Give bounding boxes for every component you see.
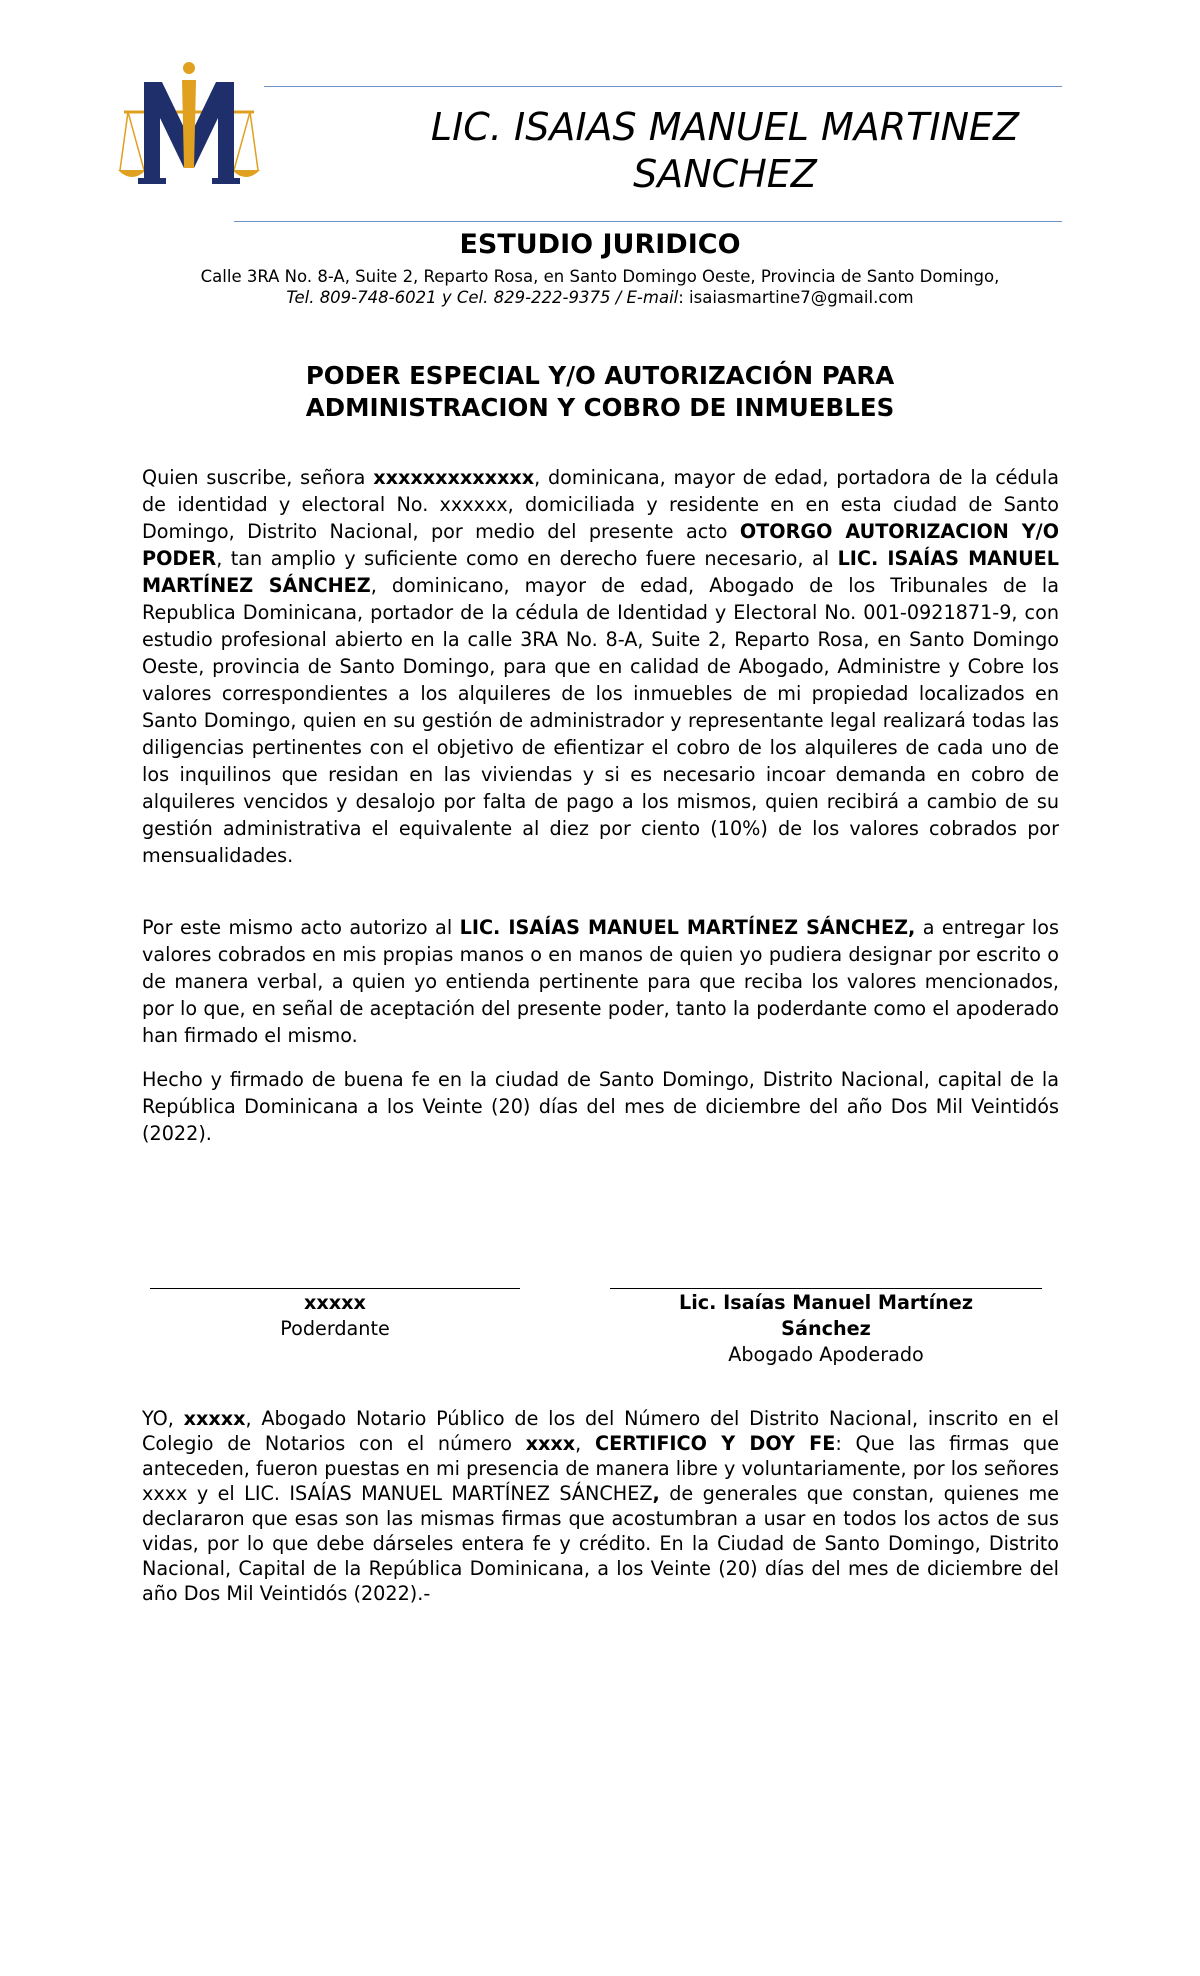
lawyer-name-line1: LIC. ISAIAS MANUEL MARTINEZ [430, 105, 1020, 149]
document-title [140, 360, 1060, 424]
lawyer-name-heading [330, 104, 1120, 198]
document-title-line2: ADMINISTRACION Y COBRO DE INMUEBLES [305, 393, 895, 422]
paragraph-power-grant: Quien suscribe, señora xxxxxxxxxxxxx, dominicana, mayor de edad, portadora de la cédula de identidad y electoral No. xxxxxx, domiciliada y residente en en esta ciudad de Santo Domingo, Distrito Nacional, por medio del presente acto OTORGO AUTORIZACION Y/O PODER, tan amplio y suficiente como en derecho fuere necesario, al LIC. ISAÍAS MANUEL MARTÍNEZ SÁNCHEZ, dominicano, mayor de edad, Abogado de los Tribunales de la Republica Dominicana, portador de la cédula de Identidad y Electoral No. 001-0921871-9, con estudio profesional abierto en la calle 3RA No. 8-A, Suite 2, Reparto Rosa, en Santo Domingo Oeste, provincia de Santo Domingo, para que en calidad de Abogado, Administre y Cobre los valores correspondientes a los alquileres de los inmuebles de mi propiedad localizados en Santo Domingo, quien en su gestión de administrador y representante legal realizará todas las diligencias pertinentes con el objetivo de efientizar el cobro de los alquileres de cada uno de los inquilinos que residan en las viviendas y si es necesario incoar demanda en cobro de alquileres vencidos y desalojo por falta de pago a los mismos, quien recibirá a cambio de su gestión administrativa el equivalente al diez por ciento (10%) de los valores cobrados por mensualidades. [142, 466, 1059, 867]
signature-right-name-line1: Lic. Isaías Manuel Martínez [678, 1291, 973, 1314]
paragraph-notary-certification: YO, xxxxx, Abogado Notario Público de los del Número del Distrito Nacional, inscrito en el Colegio de Notarios con el número xxxx, CERTIFICO Y DOY FE: Que las firmas que anteceden, fueron puestas en mi presencia de manera libre y voluntariamente, por los señores xxxx y el LIC. ISAÍAS MANUEL MARTÍNEZ SÁNCHEZ, de generales que constan, quienes me declararon que esas son las mismas firmas que acostumbran a usar en todos los actos de sus vidas, por lo que debe dárseles entera fe y crédito. En la Ciudad de Santo Domingo, Distrito Nacional, Capital de la República Dominicana, a los Veinte (20) días del mes de diciembre del año Dos Mil Veintidós (2022).- [142, 1407, 1060, 1605]
lawyer-name-line2: SANCHEZ [633, 152, 817, 196]
signature-left [150, 1290, 520, 1342]
signature-line-right [610, 1288, 1042, 1289]
signature-right [610, 1290, 1042, 1368]
signature-left-role: Poderdante [280, 1317, 390, 1340]
firm-phone: Tel. 809-748-6021 y Cel. 829-222-9375 / E-mail [286, 288, 679, 307]
firm-contact [100, 288, 1100, 308]
signature-left-name: xxxxx [304, 1291, 366, 1314]
firm-email: : isaiasmartine7@gmail.com [678, 288, 914, 307]
paragraph-authorization: Por este mismo acto autorizo al LIC. ISAÍAS MANUEL MARTÍNEZ SÁNCHEZ, a entregar los valores cobrados en mis propias manos o en manos de quien yo pudiera designar por escrito o de manera verbal, a quien yo entienda pertinente para que reciba los valores mencionados, por lo que, en señal de aceptación del presente poder, tanto la poderdante como el apoderado han firmado el mismo. [142, 916, 1060, 1047]
firm-address: Calle 3RA No. 8-A, Suite 2, Reparto Rosa, en Santo Domingo Oeste, Provincia de Santo Domingo, [200, 267, 1000, 286]
logo-im-scales [118, 60, 260, 188]
header-rule-top [264, 86, 1062, 87]
document-title-line1: PODER ESPECIAL Y/O AUTORIZACIÓN PARA [305, 361, 895, 390]
paragraph-signed: Hecho y firmado de buena fe en la ciudad de Santo Domingo, Distrito Nacional, capital de la República Dominicana a los Veinte (20) días del mes de diciembre del año Dos Mil Veintidós (2022). [142, 1068, 1059, 1145]
firm-name: ESTUDIO JURIDICO [459, 229, 741, 260]
signature-right-role: Abogado Apoderado [728, 1343, 924, 1366]
header-rule-bottom [234, 221, 1062, 222]
signature-right-name-line2: Sánchez [781, 1317, 871, 1340]
signature-line-left [150, 1288, 520, 1289]
